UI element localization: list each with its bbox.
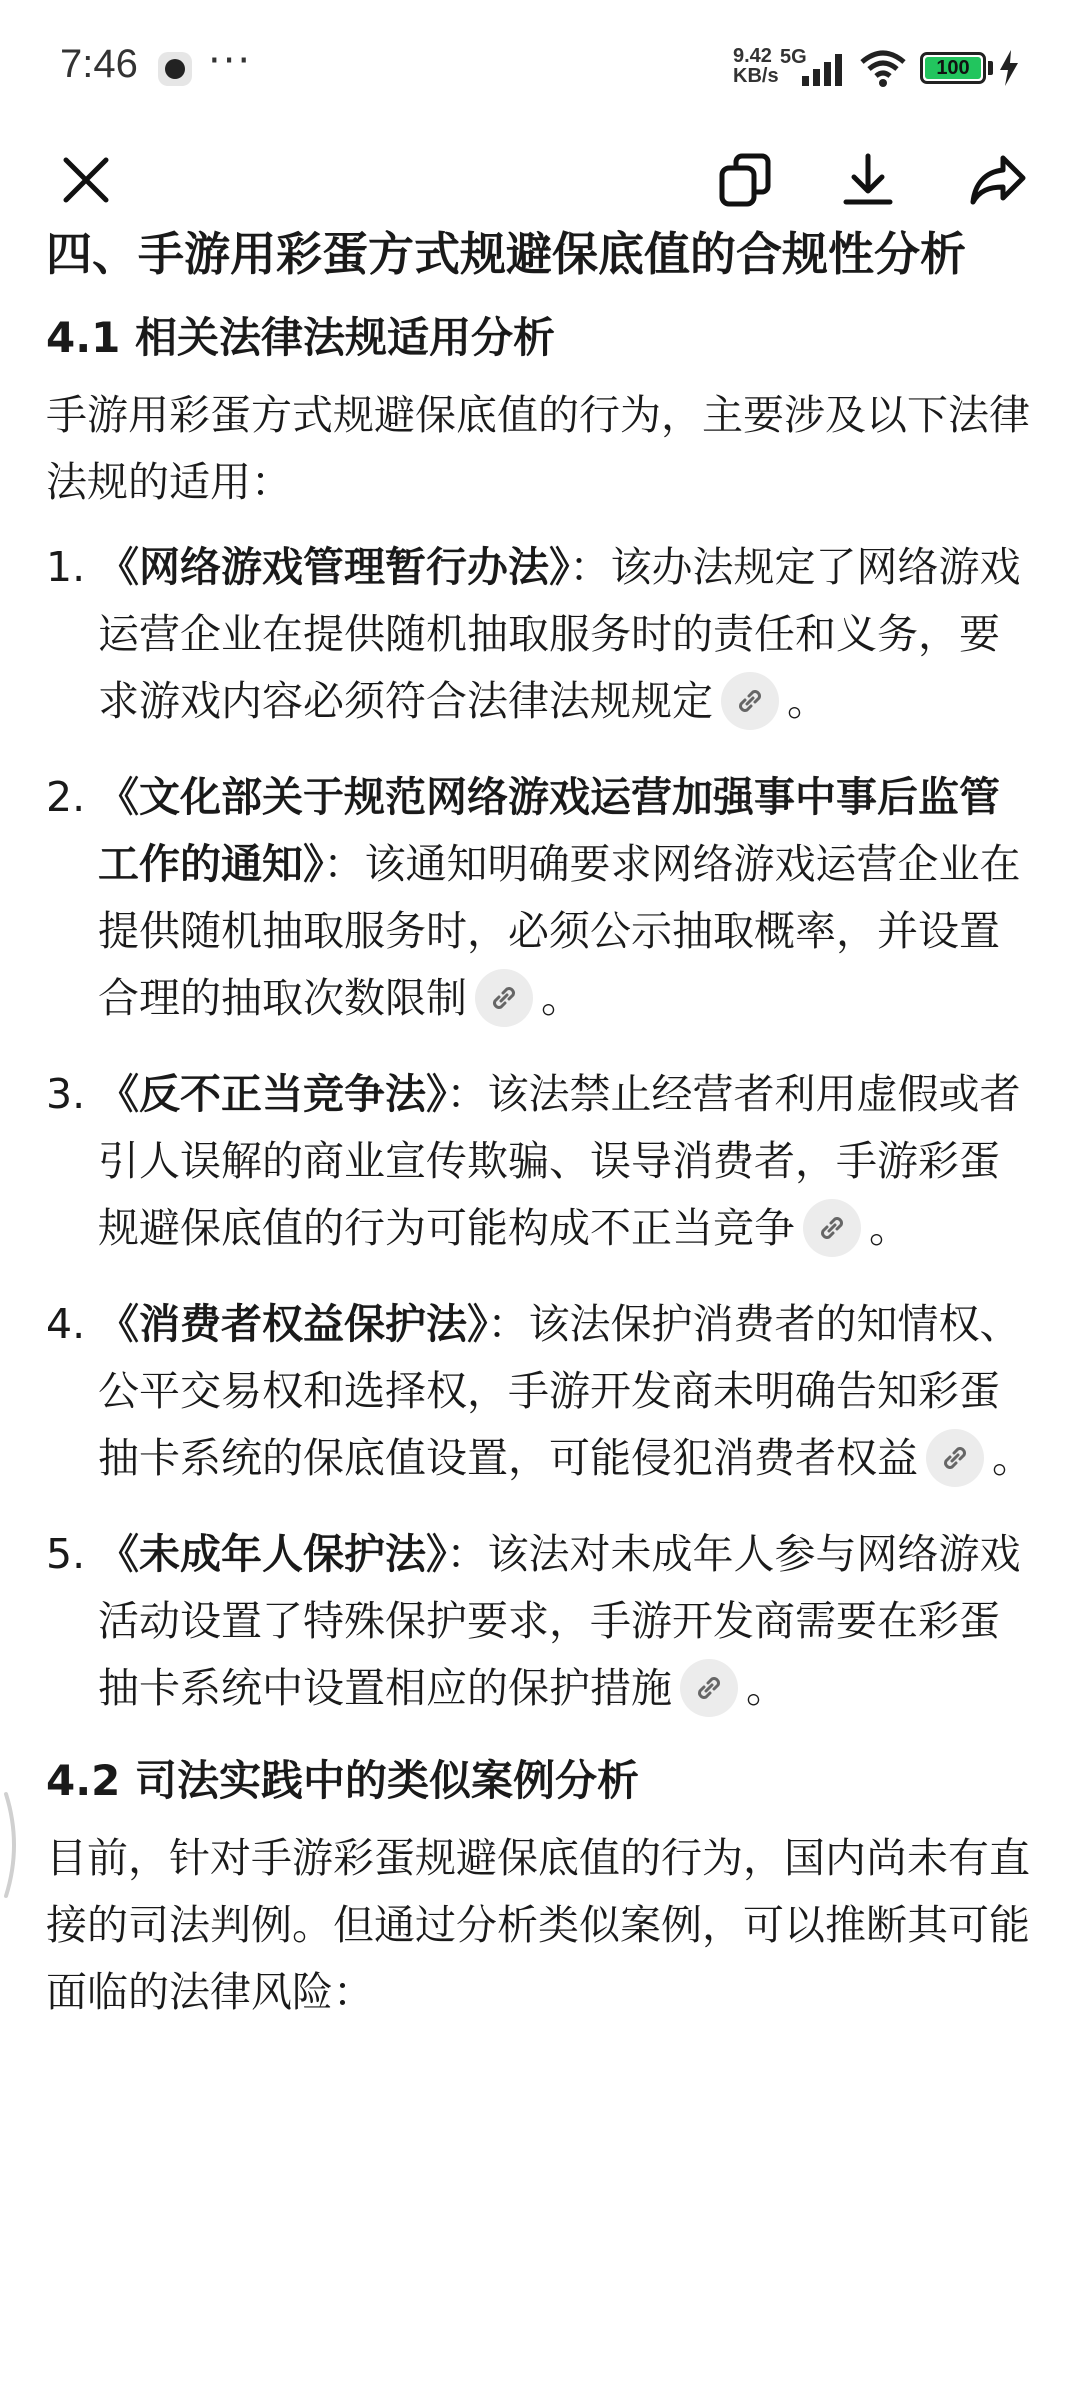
link-icon	[940, 1443, 970, 1473]
law-name: 《网络游戏管理暂行办法》	[98, 543, 570, 591]
sentence-end: 。	[541, 974, 582, 1022]
network-speed-unit: KB/s	[733, 65, 779, 87]
law-name: 《消费者权益保护法》	[98, 1300, 488, 1348]
list-number: 3.	[46, 1070, 86, 1118]
list-number: 2.	[46, 773, 86, 821]
citation-link-button[interactable]	[926, 1429, 984, 1487]
signal-icon	[800, 52, 850, 86]
list-item	[46, 764, 1036, 1033]
status-time: 7:46	[60, 42, 138, 86]
app-notification-icon	[158, 52, 192, 86]
article-content	[46, 218, 1036, 2044]
law-name: 《未成年人保护法》	[98, 1530, 447, 1578]
sentence-end: 。	[869, 1204, 910, 1252]
citation-link-button[interactable]	[721, 672, 779, 730]
link-icon	[694, 1673, 724, 1703]
citation-link-button[interactable]	[475, 969, 533, 1027]
download-icon	[838, 150, 898, 210]
share-icon	[967, 150, 1029, 210]
law-name: 《反不正当竞争法》	[98, 1070, 447, 1118]
subsection-title-4-2: 4.2 司法实践中的类似案例分析	[46, 1756, 640, 1805]
subsection-title-4-1: 4.1 相关法律法规适用分析	[46, 313, 556, 362]
list-item	[46, 1291, 1036, 1493]
close-button[interactable]	[46, 140, 126, 220]
network-speed	[733, 46, 779, 86]
link-icon	[489, 983, 519, 1013]
download-button[interactable]	[828, 140, 908, 220]
law-list	[46, 534, 1036, 1723]
list-number: 1.	[46, 543, 86, 591]
list-number: 5.	[46, 1530, 86, 1578]
citation-link-button[interactable]	[803, 1199, 861, 1257]
case-paragraph: 目前，针对手游彩蛋规避保底值的行为，国内尚未有直接的司法判例。但通过分析类似案例，可以推断其可能面临的法律风险：	[46, 1834, 1030, 2016]
law-name: 《文化部关于规范网络游戏运营加强事中事后监管工作的通知》	[98, 773, 1000, 888]
share-button[interactable]	[958, 140, 1038, 220]
charging-icon	[998, 50, 1020, 86]
link-icon	[817, 1213, 847, 1243]
list-item	[46, 534, 1036, 736]
list-item	[46, 1061, 1036, 1263]
law-description: ：该法保护消费者的知情权、公平交易权和选择权，手游开发商未明确告知彩蛋抽卡系统的保底值设置，可能侵犯消费者权益	[98, 1300, 1021, 1482]
section-title: 四、手游用彩蛋方式规避保底值的合规性分析	[46, 227, 966, 281]
sentence-end: 。	[746, 1664, 787, 1712]
battery-level: 100	[936, 57, 970, 79]
edge-scroll-handle[interactable]	[2, 1790, 24, 1900]
sentence-end: 。	[787, 677, 828, 725]
wifi-icon	[858, 48, 908, 88]
list-number: 4.	[46, 1300, 86, 1348]
battery-cap	[988, 61, 993, 75]
status-bar	[0, 0, 1080, 140]
intro-paragraph: 手游用彩蛋方式规避保底值的行为，主要涉及以下法律法规的适用：	[46, 391, 1030, 506]
citation-link-button[interactable]	[680, 1659, 738, 1717]
copy-icon	[716, 150, 776, 210]
close-icon	[58, 152, 114, 208]
law-description: ：该办法规定了网络游戏运营企业在提供随机抽取服务时的责任和义务，要求游戏内容必须符合法律法规规定	[98, 543, 1021, 725]
more-notifications-icon: ···	[208, 38, 253, 84]
law-description: ：该法禁止经营者利用虚假或者引人误解的商业宣传欺骗、误导消费者，手游彩蛋规避保底值的行为可能构成不正当竞争	[98, 1070, 1021, 1252]
law-description: ：该通知明确要求网络游戏运营企业在提供随机抽取服务时，必须公示抽取概率，并设置合理的抽取次数限制	[98, 840, 1021, 1022]
battery-indicator	[920, 52, 986, 84]
network-speed-value: 9.42	[733, 45, 772, 67]
law-description: ：该法对未成年人参与网络游戏活动设置了特殊保护要求，手游开发商需要在彩蛋抽卡系统中设置相应的保护措施	[98, 1530, 1021, 1712]
list-item	[46, 1521, 1036, 1723]
network-type: 5G	[780, 46, 807, 68]
sentence-end: 。	[992, 1434, 1033, 1482]
link-icon	[735, 686, 765, 716]
copy-button[interactable]	[706, 140, 786, 220]
